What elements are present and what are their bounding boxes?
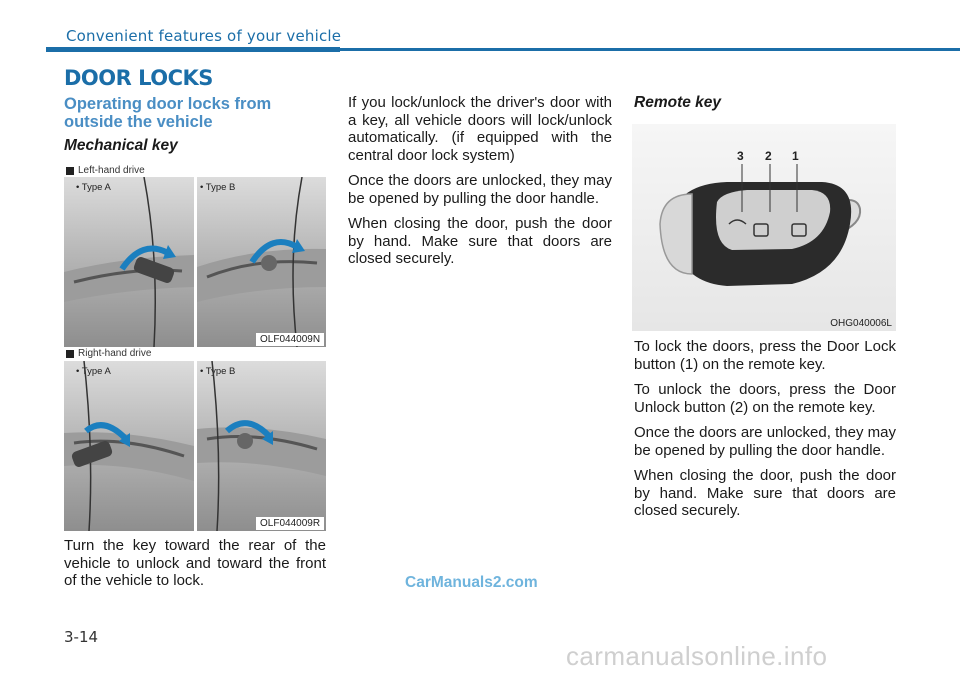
paragraph-text: Turn the key toward the rear of the vehicle to unlock and toward the front of the vehicle to lock. — [64, 537, 326, 589]
paragraph-close-doors: When closing the door, push the door by hand. Make sure that doors are closed securely. — [634, 467, 896, 519]
remote-key-image — [632, 124, 896, 331]
callout-1: 1 — [792, 149, 799, 163]
heading-remote-key: Remote key — [634, 94, 722, 111]
image-code-remote: OHG040006L — [830, 318, 892, 329]
subheading-outside-locks: Operating door locks from outside the vehicle — [64, 95, 272, 131]
image-code-rhd: OLF044009R — [256, 517, 324, 530]
paragraph-close-doors: When closing the door, push the door by hand. Make sure that doors are closed securely. — [348, 215, 612, 267]
photo-lhd-type-b — [197, 177, 326, 347]
photo-rhd-type-b — [197, 361, 326, 531]
door-handle-key-illustration — [197, 177, 326, 347]
door-handle-key-illustration — [197, 361, 326, 531]
type-a-label: • Type A — [76, 366, 111, 377]
paragraph-lock: To lock the doors, press the Door Lock button (1) on the remote key. — [634, 338, 896, 373]
running-header: Convenient features of your vehicle — [66, 27, 342, 45]
photo-lhd-type-a — [64, 177, 194, 347]
heading-mechanical-key: Mechanical key — [64, 137, 178, 154]
header-rule-thin — [340, 48, 960, 51]
right-column-text — [634, 338, 896, 528]
square-bullet-icon — [66, 350, 74, 358]
caption-left-hand-drive — [66, 165, 145, 176]
type-a-label: • Type A — [76, 182, 111, 193]
callout-2: 2 — [765, 149, 772, 163]
caption-text: Left-hand drive — [78, 165, 145, 176]
page-number: 3-14 — [64, 628, 99, 646]
image-code-lhd: OLF044009N — [256, 333, 324, 346]
paragraph-unlock: To unlock the doors, press the Door Unlock button (2) on the remote key. — [634, 381, 896, 416]
type-b-label: • Type B — [200, 366, 236, 377]
callout-3: 3 — [737, 149, 744, 163]
caption-right-hand-drive — [66, 348, 151, 359]
square-bullet-icon — [66, 167, 74, 175]
paragraph-mechanical-key — [64, 537, 326, 598]
watermark-link[interactable]: CarManuals2.com — [405, 574, 538, 591]
footer-watermark: carmanualsonline.info — [566, 641, 828, 671]
type-b-label: • Type B — [200, 182, 236, 193]
remote-key-icon — [632, 124, 896, 331]
paragraph-central-lock: If you lock/unlock the driver's door with a key, all vehicle doors will lock/unlock automatically. (if equipped with the central door lock system) — [348, 94, 612, 164]
door-handle-key-illustration — [64, 177, 194, 347]
section-title: DOOR LOCKS — [64, 66, 213, 90]
paragraph-open-doors: Once the doors are unlocked, they may be opened by pulling the door handle. — [634, 424, 896, 459]
header-rule-thick — [46, 47, 340, 52]
paragraph-open-doors: Once the doors are unlocked, they may be opened by pulling the door handle. — [348, 172, 612, 207]
caption-text: Right-hand drive — [78, 348, 152, 359]
photo-rhd-type-a — [64, 361, 194, 531]
middle-column-text — [348, 94, 612, 276]
door-handle-key-illustration — [64, 361, 194, 531]
